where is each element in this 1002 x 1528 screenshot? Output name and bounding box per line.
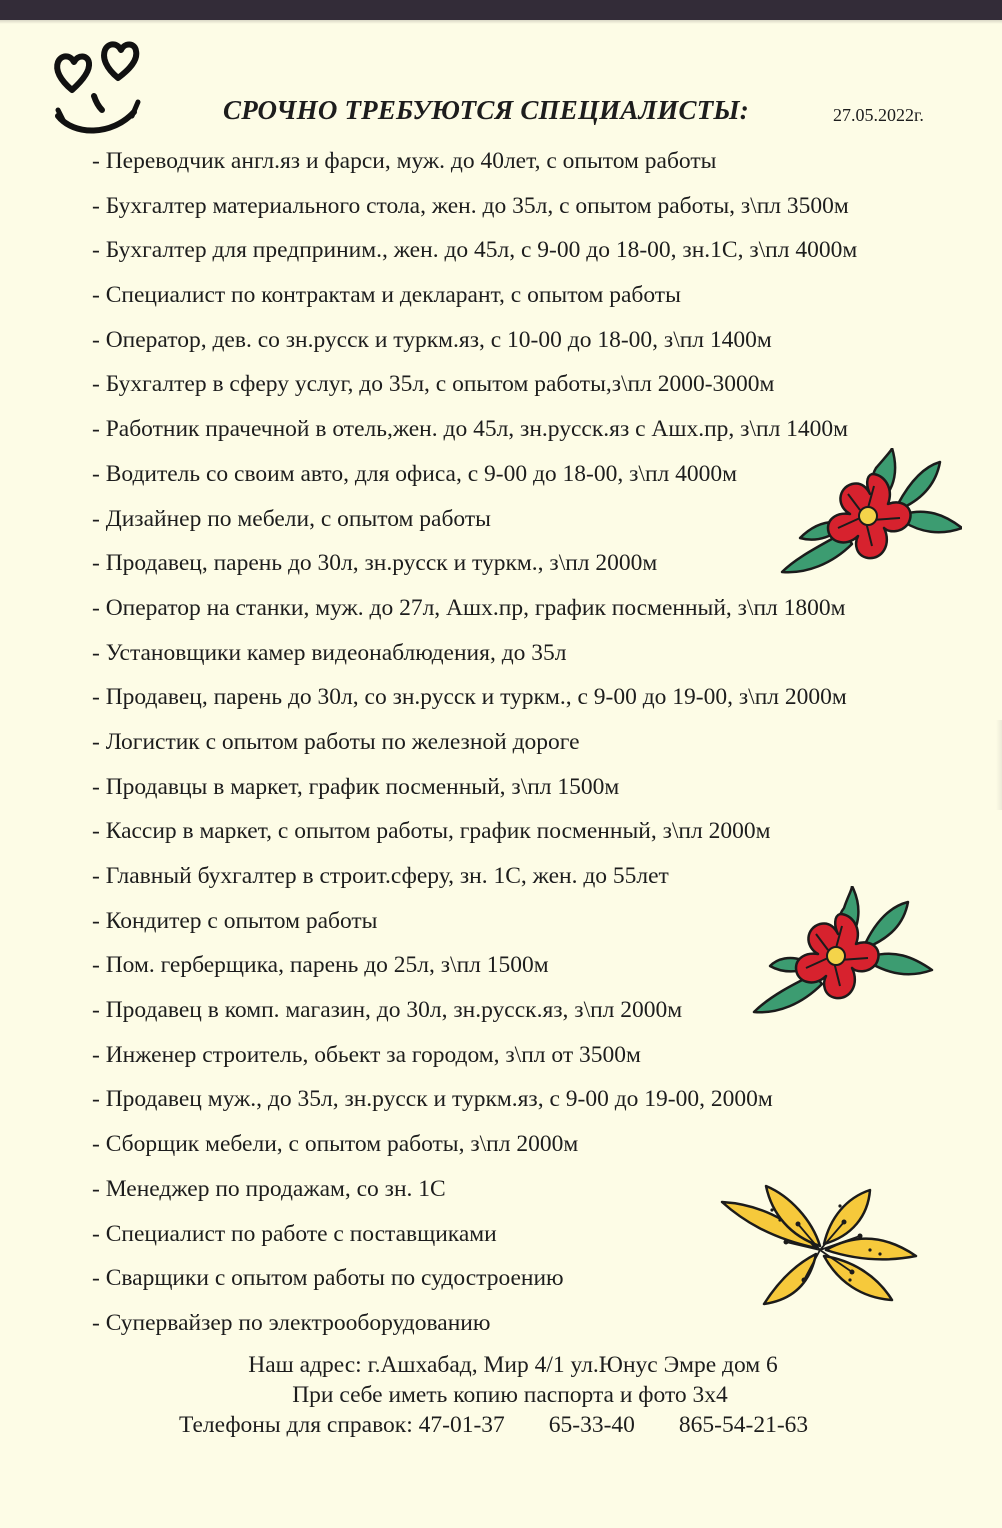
job-item: - Продавец муж., до 35л, зн.русск и туркм.яз, с 9-00 до 19-00, 2000м: [92, 1086, 773, 1113]
job-item: - Водитель со своим авто, для офиса, с 9-00 до 18-00, з\пл 4000м: [92, 460, 737, 487]
phones-label: Телефоны для справок: 47-01-37: [179, 1412, 505, 1438]
job-item: - Продавец, парень до 30л, со зн.русск и туркм., с 9-00 до 19-00, з\пл 2000м: [92, 684, 847, 711]
job-list: [92, 142, 857, 1349]
job-item: - Оператор на станки, муж. до 27л, Ашх.пр, график посменный, з\пл 1800м: [92, 594, 846, 621]
job-item: - Работник прачечной в отель,жен. до 45л, зн.русск.яз с Ашх.пр, з\пл 1400м: [92, 416, 849, 443]
job-item: - Кассир в маркет, с опытом работы, график посменный, з\пл 2000м: [92, 818, 771, 845]
scroll-edge: [996, 720, 1002, 810]
smiley-heart-eyes-icon: [52, 36, 144, 140]
job-item: - Главный бухгалтер в строит.сферу, зн. 1С, жен. до 55лет: [92, 863, 669, 889]
red-flower-icon: [780, 448, 962, 576]
phone-number: 65-33-40: [548, 1412, 635, 1438]
job-item: - Специалист по работе с поставщиками: [92, 1220, 497, 1247]
publish-date: 27.05.2022г.: [833, 105, 924, 125]
job-item: - Кондитер с опытом работы: [92, 907, 378, 934]
yellow-lily-icon: [720, 1184, 920, 1308]
documents-note: При себе иметь копию паспорта и фото 3х4: [292, 1382, 728, 1408]
job-item: - Сборщик мебели, с опытом работы, з\пл 2000м: [92, 1131, 579, 1158]
job-item: - Переводчик англ.яз и фарси, муж. до 40лет, с опытом работы: [92, 148, 717, 174]
phone-number: 865-54-21-63: [678, 1412, 809, 1438]
job-item: - Продавец в комп. магазин, до 30л, зн.русск.яз, з\пл 2000м: [92, 997, 683, 1024]
job-item: - Установщики камер видеонаблюдения, до 35л: [92, 639, 567, 666]
job-item: - Бухгалтер в сферу услуг, до 35л, с опытом работы,з\пл 2000-3000м: [92, 371, 775, 398]
job-item: - Бухгалтер материального стола, жен. до 35л, с опытом работы, з\пл 3500м: [92, 192, 849, 219]
job-item: - Супервайзер по электрооборудованию: [92, 1309, 491, 1336]
address-text: Наш адрес: г.Ашхабад, Мир 4/1 ул.Юнус Эмре дом 6: [248, 1352, 778, 1378]
job-item: - Дизайнер по мебели, с опытом работы: [92, 505, 491, 532]
top-bar-shadow: [0, 20, 1002, 24]
job-item: - Специалист по контрактам и декларант, с опытом работы: [92, 282, 681, 309]
red-flower-icon: [752, 886, 934, 1016]
job-item: - Бухгалтер для предприним., жен. до 45л, с 9-00 до 18-00, зн.1С, з\пл 4000м: [92, 237, 858, 264]
job-item: - Пом. герберщика, парень до 25л, з\пл 1500м: [92, 952, 549, 979]
contact-footer: [0, 1350, 1002, 1438]
phone-line: [179, 1410, 808, 1440]
top-status-bar: [0, 0, 1002, 20]
job-item: - Продавцы в маркет, график посменный, з\пл 1500м: [92, 773, 620, 800]
job-item: - Продавец, парень до 30л, зн.русск и туркм., з\пл 2000м: [92, 550, 658, 577]
page-title: СРОЧНО ТРЕБУЮТСЯ СПЕЦИАЛИСТЫ:: [223, 95, 749, 125]
job-item: - Оператор, дев. со зн.русск и туркм.яз, с 10-00 до 18-00, з\пл 1400м: [92, 326, 772, 353]
job-item: - Инженер строитель, обьект за городом, з\пл от 3500м: [92, 1041, 641, 1068]
job-item: - Менеджер по продажам, со зн. 1С: [92, 1175, 446, 1202]
job-item: - Логистик с опытом работы по железной дороге: [92, 728, 580, 755]
job-item: - Сварщики с опытом работы по судостроению: [92, 1265, 564, 1292]
